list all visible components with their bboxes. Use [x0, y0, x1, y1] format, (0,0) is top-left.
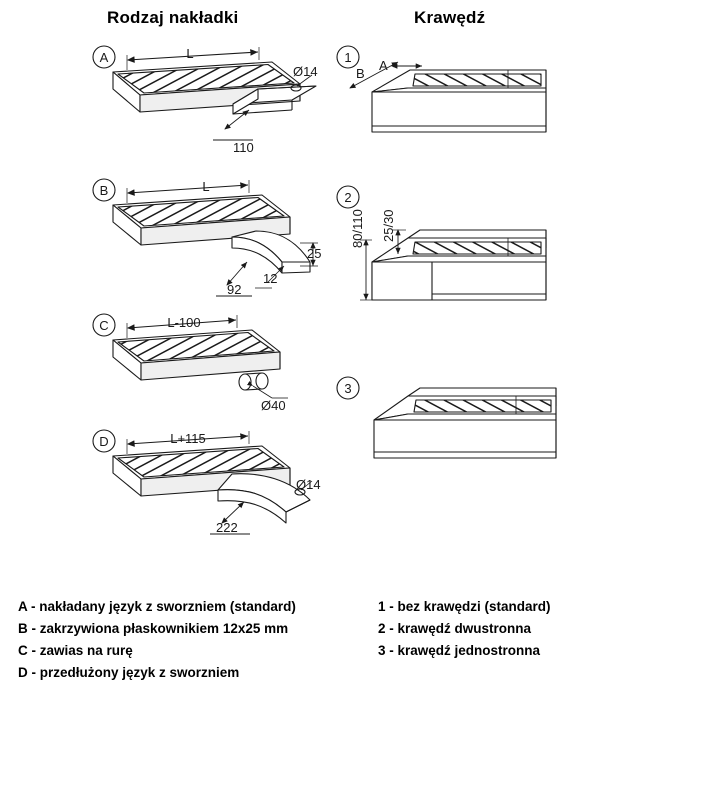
legend-item-1: 1 - bez krawędzi (standard) — [378, 599, 551, 614]
dim-a-length: L — [186, 46, 194, 61]
legend-item-2: 2 - krawędź dwustronna — [378, 621, 532, 636]
dim-d-tongue: 222 — [216, 520, 238, 535]
figure-tag-a: A — [99, 50, 109, 65]
dim-b-height: 25 — [307, 246, 322, 261]
figure-tag-1: 1 — [344, 50, 352, 65]
figure-a — [113, 47, 316, 140]
dim-2-profile-height: 80/110 — [350, 209, 365, 248]
column-title-right: Krawędź — [414, 8, 486, 27]
dim-d-length: L+115 — [170, 431, 206, 446]
legend-item-c: C - zawias na rurę — [18, 643, 133, 658]
dim-a-hole: Ø14 — [293, 64, 318, 79]
dim-1-width-a: A — [379, 58, 388, 73]
dim-b-tongue: 92 — [227, 282, 242, 297]
figure-3 — [374, 388, 556, 458]
legend-item-d: D - przedłużony język z sworzniem — [18, 665, 240, 680]
figure-tag-2: 2 — [344, 190, 352, 205]
column-title-left: Rodzaj nakładki — [107, 8, 239, 27]
figure-tag-3: 3 — [344, 381, 352, 396]
dim-c-tube: Ø40 — [261, 398, 286, 413]
legend-item-b: B - zakrzywiona płaskownikiem 12x25 mm — [18, 621, 289, 636]
legend-item-3: 3 - krawędź jednostronna — [378, 643, 541, 658]
figure-b — [113, 180, 318, 296]
dim-b-thickness: 12 — [263, 271, 278, 286]
dim-1-width-b: B — [356, 66, 365, 81]
dim-a-tongue: 110 — [233, 140, 254, 155]
figure-d — [113, 431, 312, 534]
figure-tag-d: D — [99, 434, 109, 449]
dim-c-length: L-100 — [167, 315, 201, 330]
dim-d-hole: Ø14 — [296, 477, 321, 492]
dim-b-length: L — [202, 179, 210, 194]
dim-2-edge-height: 25/30 — [381, 209, 396, 242]
legend-item-a: A - nakładany język z sworzniem (standard) — [18, 599, 296, 614]
figure-tag-b: B — [99, 183, 109, 198]
legend-right — [378, 596, 551, 662]
legend-left — [18, 596, 296, 684]
figure-tag-c: C — [99, 318, 109, 333]
